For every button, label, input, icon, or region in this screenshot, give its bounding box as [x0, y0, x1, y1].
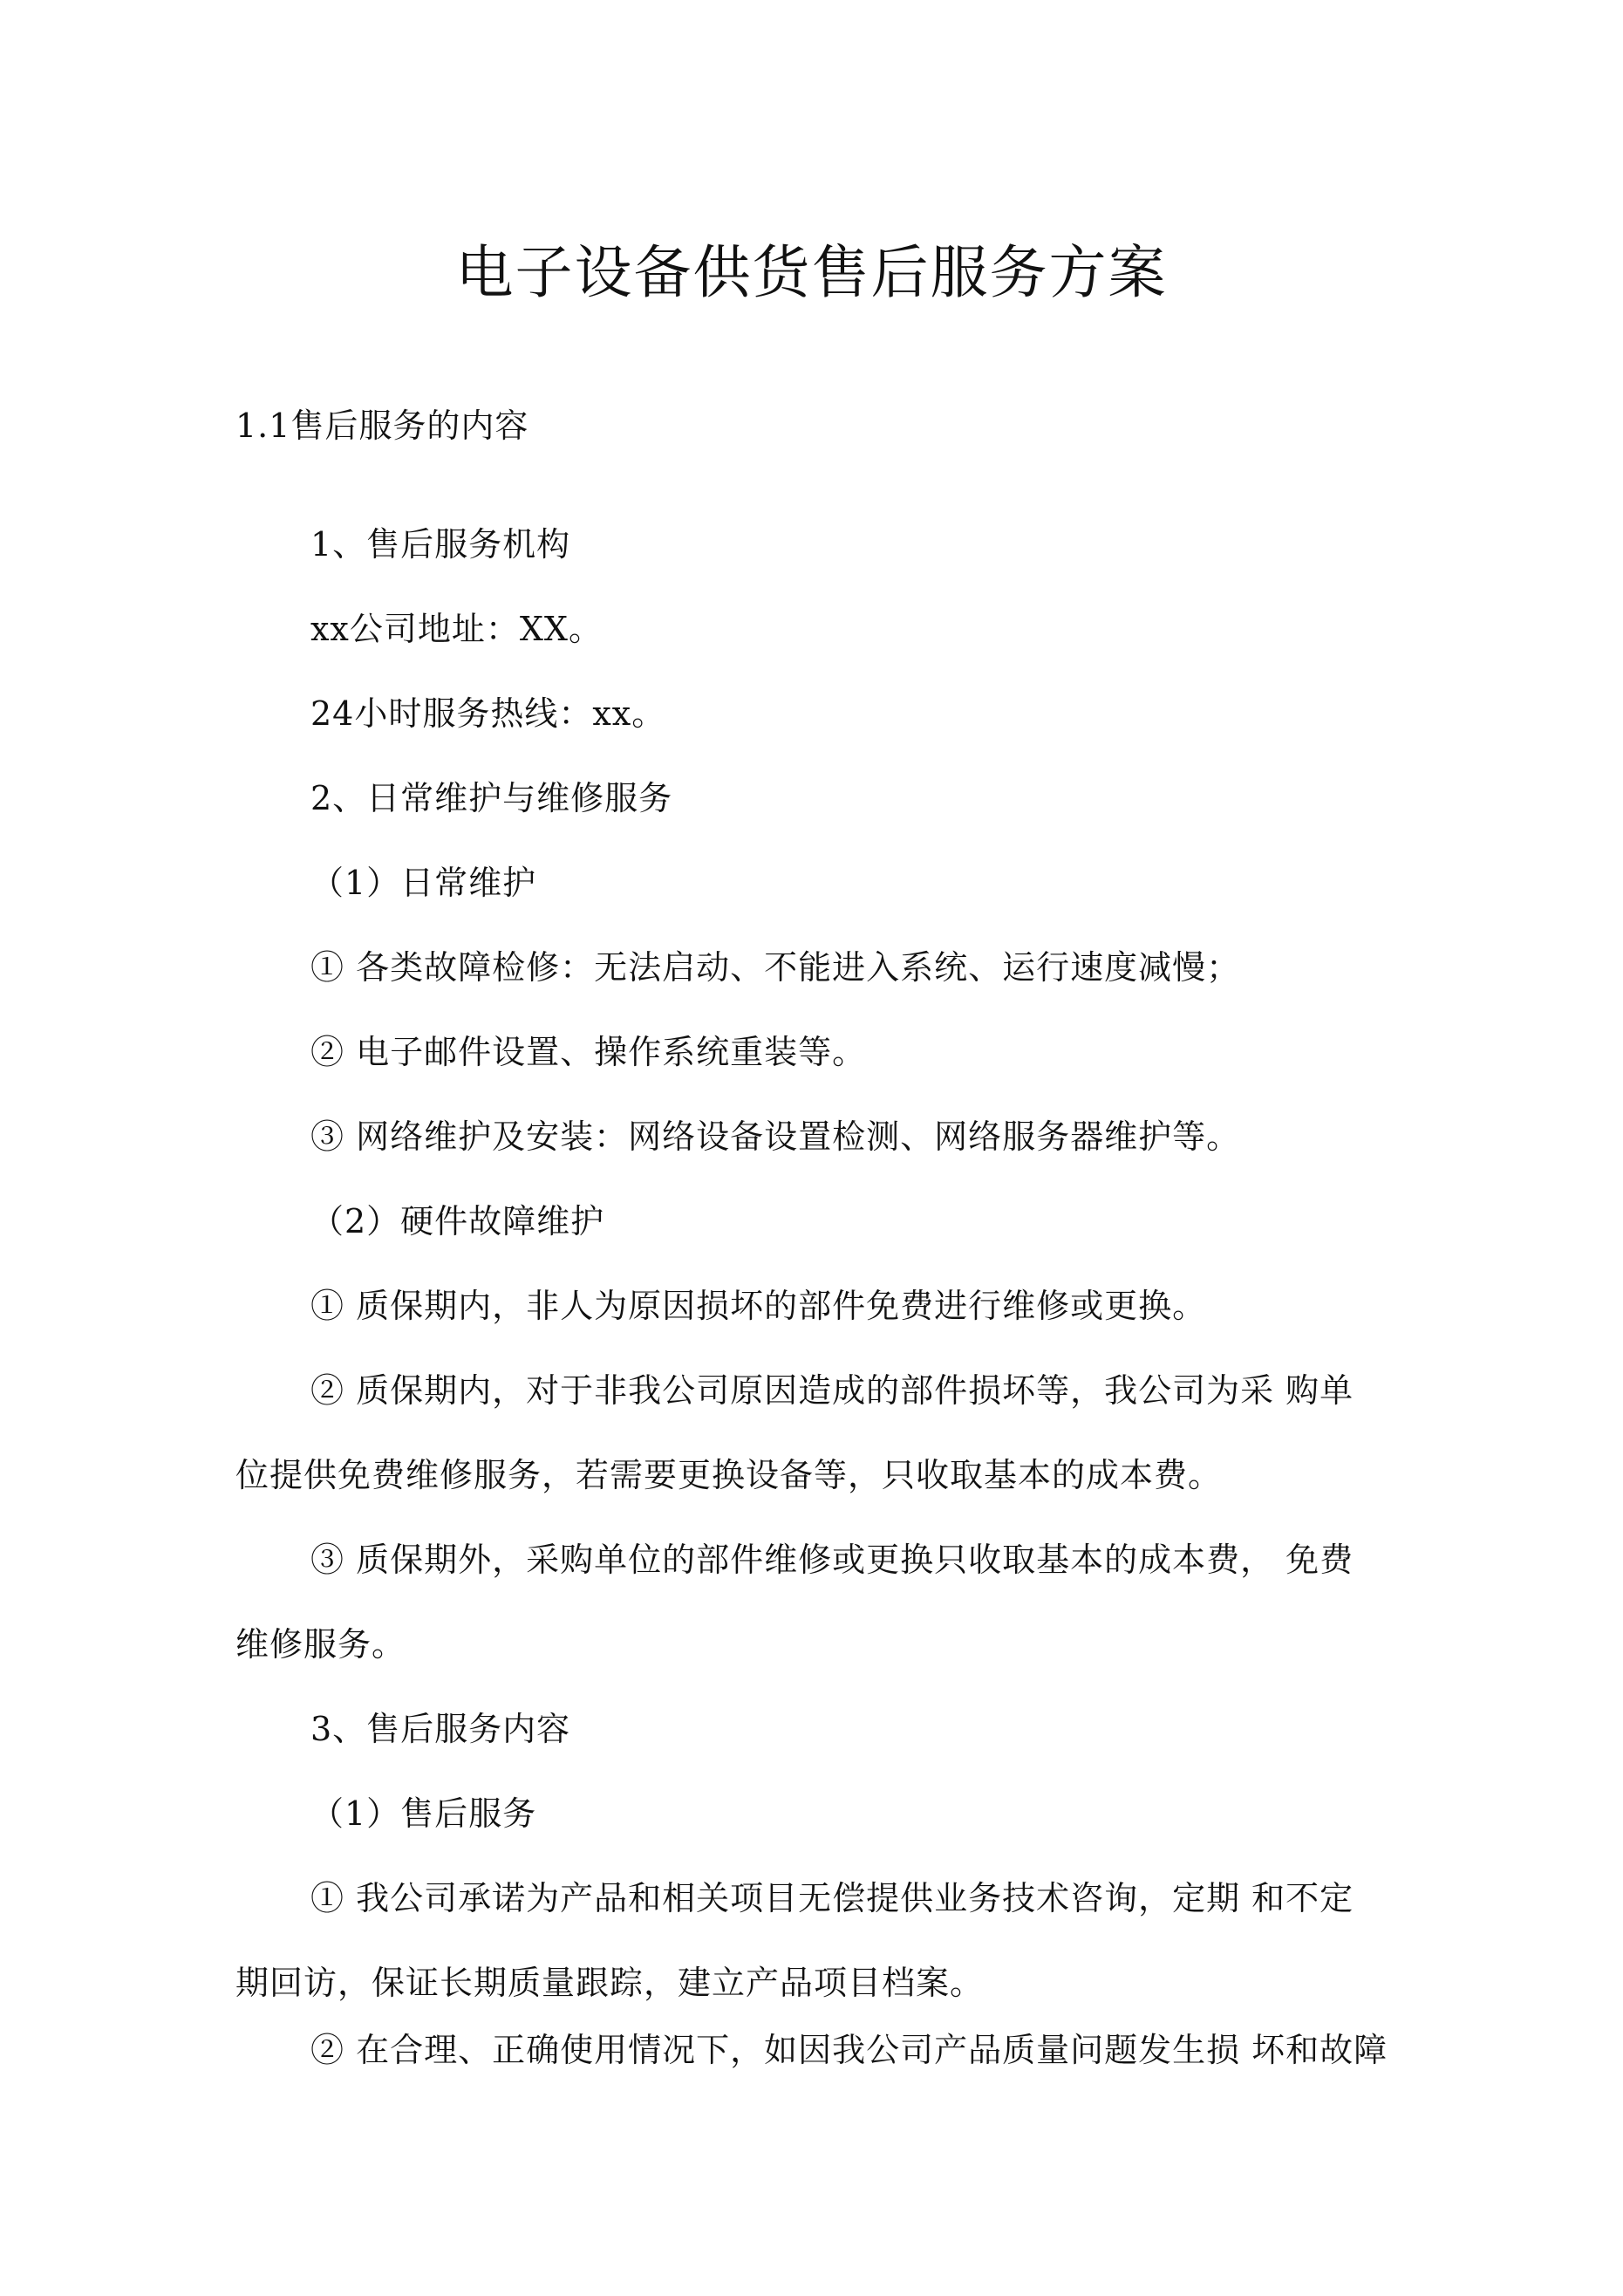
subsection-heading: 2、日常维护与维修服务 — [310, 779, 673, 817]
list-item-continuation: 位提供免费维修服务，若需要更换设备等，只收取基本的成本费。 — [235, 1456, 1223, 1494]
list-item: ③ 质保期外，采购单位的部件维修或更换只收取基本的成本费， 免费 — [310, 1541, 1354, 1579]
list-item-continuation: 维修服务。 — [235, 1625, 406, 1664]
item-heading: （2）硬件故障维护 — [310, 1202, 605, 1240]
subsection-heading: 3、售后服务内容 — [310, 1710, 571, 1748]
paragraph-line: 24小时服务热线：xx。 — [310, 694, 666, 733]
list-item: ① 我公司承诺为产品和相关项目无偿提供业务技术咨询，定期 和不定 — [310, 1879, 1354, 1917]
paragraph-line: xx公司地址：XX。 — [310, 610, 603, 648]
item-heading: （1）日常维护 — [310, 864, 537, 902]
document-title: 电子设备供货售后服务方案 — [455, 239, 1168, 306]
list-item: ② 电子邮件设置、操作系统重装等。 — [310, 1033, 867, 1071]
list-item-continuation: 期回访，保证长期质量跟踪，建立产品项目档案。 — [235, 1964, 985, 2002]
list-item: ① 各类故障检修：无法启动、不能进入系统、运行速度减慢； — [310, 948, 1241, 987]
list-item: ① 质保期内，非人为原因损坏的部件免费进行维修或更换。 — [310, 1287, 1207, 1325]
list-item: ② 质保期内，对于非我公司原因造成的部件损坏等，我公司为采 购单 — [310, 1371, 1354, 1410]
item-heading: （1）售后服务 — [310, 1794, 537, 1833]
section-heading: 1.1售后服务的内容 — [235, 407, 529, 445]
subsection-heading: 1、售后服务机构 — [310, 525, 571, 564]
list-item: ③ 网络维护及安装：网络设备设置检测、网络服务器维护等。 — [310, 1117, 1241, 1156]
list-item: ② 在合理、正确使用情况下，如因我公司产品质量问题发生损 坏和故障 — [310, 2031, 1388, 2069]
